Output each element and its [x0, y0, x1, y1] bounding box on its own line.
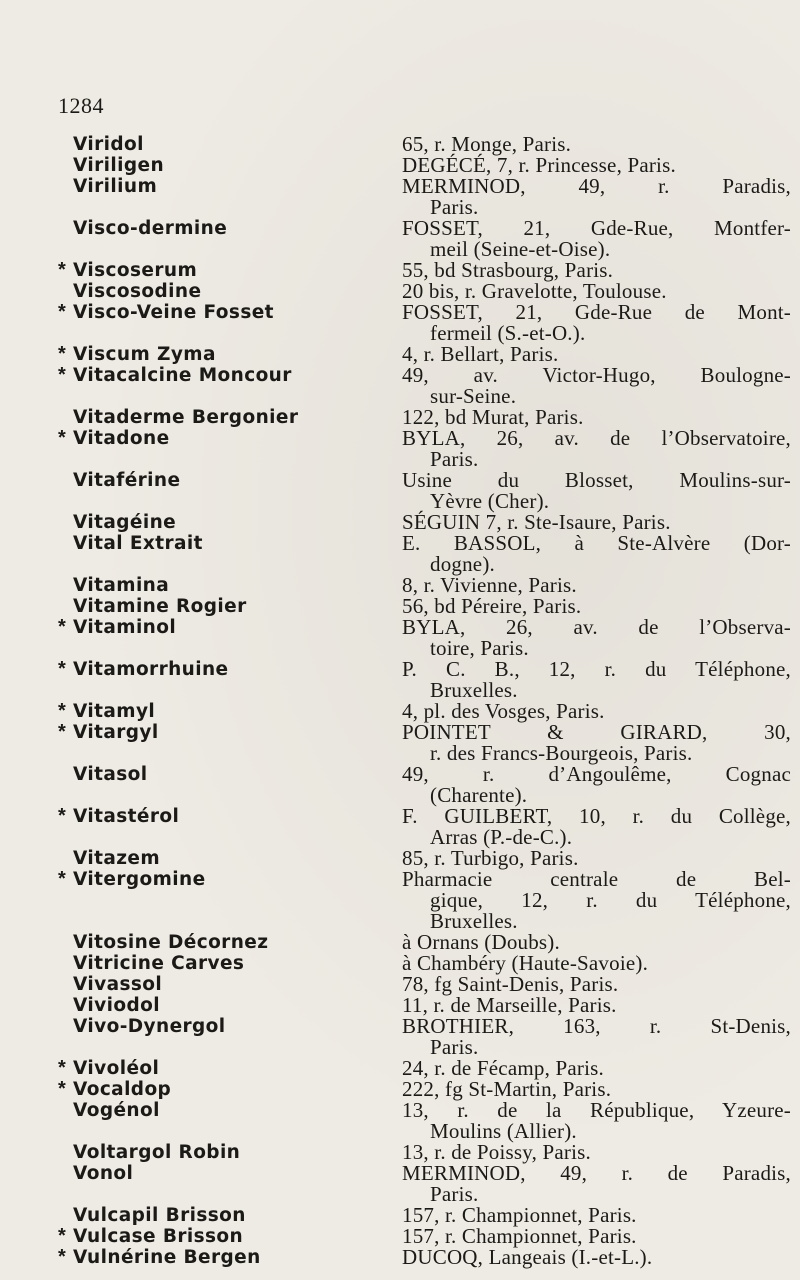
entry-marker: *	[58, 616, 66, 638]
manufacturer-address	[402, 302, 791, 344]
product-name: Vogénol	[73, 1100, 160, 1121]
product-name: Vivo-Dynergol	[73, 1016, 226, 1037]
directory-entry	[0, 218, 800, 260]
entry-marker: *	[58, 700, 66, 722]
address-line: Paris.	[430, 1182, 479, 1206]
manufacturer-address	[402, 365, 791, 407]
product-name: Viridol	[73, 134, 144, 155]
manufacturer-address	[402, 596, 791, 617]
address-line: fermeil (S.-et-O.).	[430, 321, 586, 345]
manufacturer-address	[402, 869, 791, 932]
manufacturer-address	[402, 701, 791, 722]
address-line: POINTET & GIRARD, 30,	[402, 720, 791, 744]
directory-entry	[0, 1226, 800, 1247]
entry-marker: *	[58, 1078, 66, 1100]
product-name: Vulnérine Bergen	[73, 1247, 261, 1268]
manufacturer-address	[402, 176, 791, 218]
product-name: Vitasol	[73, 764, 148, 785]
manufacturer-address	[402, 764, 791, 806]
address-line: à Chambéry (Haute-Savoie).	[402, 951, 649, 975]
address-line: F. GUILBERT, 10, r. du Collège,	[402, 804, 791, 828]
product-name: Vitamyl	[73, 701, 156, 722]
product-name: Vivoléol	[73, 1058, 160, 1079]
manufacturer-address	[402, 659, 791, 701]
entry-marker: *	[58, 1246, 66, 1268]
address-line: Usine du Blosset, Moulins-sur-	[402, 468, 791, 492]
product-name: Vitamina	[73, 575, 170, 596]
product-name: Vulcase Brisson	[73, 1226, 244, 1247]
manufacturer-address	[402, 848, 791, 869]
address-line: Bruxelles.	[430, 909, 518, 933]
address-line: 122, bd Murat, Paris.	[402, 405, 584, 429]
address-line: Paris.	[430, 195, 479, 219]
product-name: Viscum Zyma	[73, 344, 216, 365]
directory-entry	[0, 1079, 800, 1100]
manufacturer-address	[402, 344, 791, 365]
manufacturer-address	[402, 995, 791, 1016]
address-line: 157, r. Championnet, Paris.	[402, 1203, 637, 1227]
address-line: DUCOQ, Langeais (I.-et-L.).	[402, 1245, 653, 1269]
manufacturer-address	[402, 407, 791, 428]
product-name: Voltargol Robin	[73, 1142, 241, 1163]
address-line: 24, r. de Fécamp, Paris.	[402, 1056, 604, 1080]
directory-entry	[0, 1058, 800, 1079]
product-name: Viscosodine	[73, 281, 202, 302]
address-line: 11, r. de Marseille, Paris.	[402, 993, 617, 1017]
address-line: 4, pl. des Vosges, Paris.	[402, 699, 605, 723]
entry-marker: *	[58, 343, 66, 365]
product-name: Vivassol	[73, 974, 163, 995]
address-line: 4, r. Bellart, Paris.	[402, 342, 559, 366]
manufacturer-address	[402, 470, 791, 512]
address-line: 49, av. Victor-Hugo, Boulogne-	[402, 363, 791, 387]
product-name: Vitamorrhuine	[73, 659, 229, 680]
address-line: Bruxelles.	[430, 678, 518, 702]
product-name: Vitazem	[73, 848, 161, 869]
directory-entry	[0, 848, 800, 869]
address-line: Pharmacie centrale de Bel-	[402, 867, 791, 891]
directory-entry	[0, 1100, 800, 1142]
directory-entry	[0, 659, 800, 701]
directory-entry	[0, 512, 800, 533]
manufacturer-address	[402, 575, 791, 596]
manufacturer-address	[402, 1163, 791, 1205]
product-name: Vitosine Décornez	[73, 932, 269, 953]
address-line: r. des Francs-Bourgeois, Paris.	[430, 741, 693, 765]
directory-entry	[0, 1205, 800, 1226]
address-line: MERMINOD, 49, r. de Paradis,	[402, 1161, 791, 1185]
product-name: Vitaminol	[73, 617, 177, 638]
address-line: FOSSET, 21, Gde-Rue de Mont-	[402, 300, 791, 324]
manufacturer-address	[402, 953, 791, 974]
manufacturer-address	[402, 1016, 791, 1058]
directory-entry	[0, 974, 800, 995]
product-name: Vitamine Rogier	[73, 596, 247, 617]
entry-marker: *	[58, 1225, 66, 1247]
address-line: gique, 12, r. du Téléphone,	[430, 888, 791, 912]
address-line: 8, r. Vivienne, Paris.	[402, 573, 577, 597]
product-name: Viscoserum	[73, 260, 198, 281]
directory-entry	[0, 932, 800, 953]
directory-entry	[0, 134, 800, 155]
directory-entry	[0, 1247, 800, 1268]
manufacturer-address	[402, 260, 791, 281]
address-line: toire, Paris.	[430, 636, 529, 660]
entry-marker: *	[58, 868, 66, 890]
address-line: meil (Seine-et-Oise).	[430, 237, 611, 261]
directory-entry	[0, 764, 800, 806]
address-line: (Charente).	[430, 783, 528, 807]
entry-marker: *	[58, 427, 66, 449]
directory-entry	[0, 596, 800, 617]
address-line: Arras (P.-de-C.).	[430, 825, 573, 849]
address-line: Paris.	[430, 447, 479, 471]
directory-entry	[0, 407, 800, 428]
directory-entry	[0, 533, 800, 575]
product-name: Vitacalcine Moncour	[73, 365, 292, 386]
address-line: 65, r. Monge, Paris.	[402, 132, 572, 156]
address-line: 157, r. Championnet, Paris.	[402, 1224, 637, 1248]
address-line: Moulins (Allier).	[430, 1119, 577, 1143]
product-name: Viviodol	[73, 995, 160, 1016]
address-line: Paris.	[430, 1035, 479, 1059]
page-number: 1284	[58, 93, 104, 118]
entry-marker: *	[58, 301, 66, 323]
product-name: Virilium	[73, 176, 158, 197]
address-line: DEGÉCÉ, 7, r. Princesse, Paris.	[402, 153, 676, 177]
entry-marker: *	[58, 259, 66, 281]
product-name: Vitergomine	[73, 869, 206, 890]
manufacturer-address	[402, 1205, 791, 1226]
address-line: BROTHIER, 163, r. St-Denis,	[402, 1014, 791, 1038]
product-name: Vitricine Carves	[73, 953, 245, 974]
directory-entry	[0, 1142, 800, 1163]
directory-entry	[0, 869, 800, 932]
directory-entry	[0, 155, 800, 176]
directory-entry	[0, 806, 800, 848]
manufacturer-address	[402, 281, 791, 302]
directory-entry	[0, 260, 800, 281]
product-name: Vitargyl	[73, 722, 159, 743]
directory-entry	[0, 701, 800, 722]
entry-marker: *	[58, 1057, 66, 1079]
product-name: Vitastérol	[73, 806, 180, 827]
address-line: 49, r. d’Angoulême, Cognac	[402, 762, 791, 786]
manufacturer-address	[402, 617, 791, 659]
directory-entry	[0, 1016, 800, 1058]
manufacturer-address	[402, 512, 791, 533]
address-line: 85, r. Turbigo, Paris.	[402, 846, 579, 870]
address-line: MERMINOD, 49, r. Paradis,	[402, 174, 791, 198]
directory-entry	[0, 344, 800, 365]
manufacturer-address	[402, 428, 791, 470]
address-line: SÉGUIN 7, r. Ste-Isaure, Paris.	[402, 510, 671, 534]
product-name: Vitaderme Bergonier	[73, 407, 299, 428]
manufacturer-address	[402, 155, 791, 176]
address-line: BYLA, 26, av. de l’Observatoire,	[402, 426, 791, 450]
address-line: BYLA, 26, av. de l’Observa-	[402, 615, 791, 639]
manufacturer-address	[402, 1079, 791, 1100]
product-name: Vulcapil Brisson	[73, 1205, 246, 1226]
manufacturer-address	[402, 1058, 791, 1079]
product-name: Vonol	[73, 1163, 134, 1184]
manufacturer-address	[402, 722, 791, 764]
address-line: FOSSET, 21, Gde-Rue, Montfer-	[402, 216, 791, 240]
directory-entry	[0, 428, 800, 470]
directory-entry	[0, 722, 800, 764]
directory-entry	[0, 281, 800, 302]
directory-entry	[0, 302, 800, 344]
directory-entry	[0, 176, 800, 218]
address-line: E. BASSOL, à Ste-Alvère (Dor-	[402, 531, 791, 555]
directory-entry	[0, 953, 800, 974]
product-name: Viriligen	[73, 155, 165, 176]
address-line: 222, fg St-Martin, Paris.	[402, 1077, 612, 1101]
manufacturer-address	[402, 1226, 791, 1247]
directory-entry	[0, 470, 800, 512]
product-name: Visco-dermine	[73, 218, 228, 239]
product-name: Vocaldop	[73, 1079, 172, 1100]
address-line: sur-Seine.	[430, 384, 517, 408]
address-line: dogne).	[430, 552, 495, 576]
directory-entry	[0, 1163, 800, 1205]
entry-marker: *	[58, 805, 66, 827]
entry-marker: *	[58, 364, 66, 386]
directory-entry	[0, 575, 800, 596]
address-line: 55, bd Strasbourg, Paris.	[402, 258, 614, 282]
product-name: Vital Extrait	[73, 533, 203, 554]
product-name: Visco-Veine Fosset	[73, 302, 274, 323]
manufacturer-address	[402, 533, 791, 575]
address-line: 13, r. de la République, Yzeure-	[402, 1098, 791, 1122]
address-line: 20 bis, r. Gravelotte, Toulouse.	[402, 279, 667, 303]
product-name: Vitadone	[73, 428, 170, 449]
manufacturer-address	[402, 134, 791, 155]
address-line: à Ornans (Doubs).	[402, 930, 560, 954]
address-line: P. C. B., 12, r. du Téléphone,	[402, 657, 791, 681]
address-line: Yèvre (Cher).	[430, 489, 550, 513]
address-line: 13, r. de Poissy, Paris.	[402, 1140, 591, 1164]
address-line: 56, bd Péreire, Paris.	[402, 594, 582, 618]
directory-entry	[0, 365, 800, 407]
directory-entry	[0, 995, 800, 1016]
product-name: Vitaférine	[73, 470, 181, 491]
manufacturer-address	[402, 1100, 791, 1142]
manufacturer-address	[402, 1142, 791, 1163]
manufacturer-address	[402, 218, 791, 260]
manufacturer-address	[402, 932, 791, 953]
directory-entry	[0, 617, 800, 659]
manufacturer-address	[402, 806, 791, 848]
manufacturer-address	[402, 974, 791, 995]
entry-list	[0, 134, 800, 1268]
entry-marker: *	[58, 721, 66, 743]
entry-marker: *	[58, 658, 66, 680]
manufacturer-address	[402, 1247, 791, 1268]
product-name: Vitagéine	[73, 512, 177, 533]
address-line: 78, fg Saint-Denis, Paris.	[402, 972, 619, 996]
